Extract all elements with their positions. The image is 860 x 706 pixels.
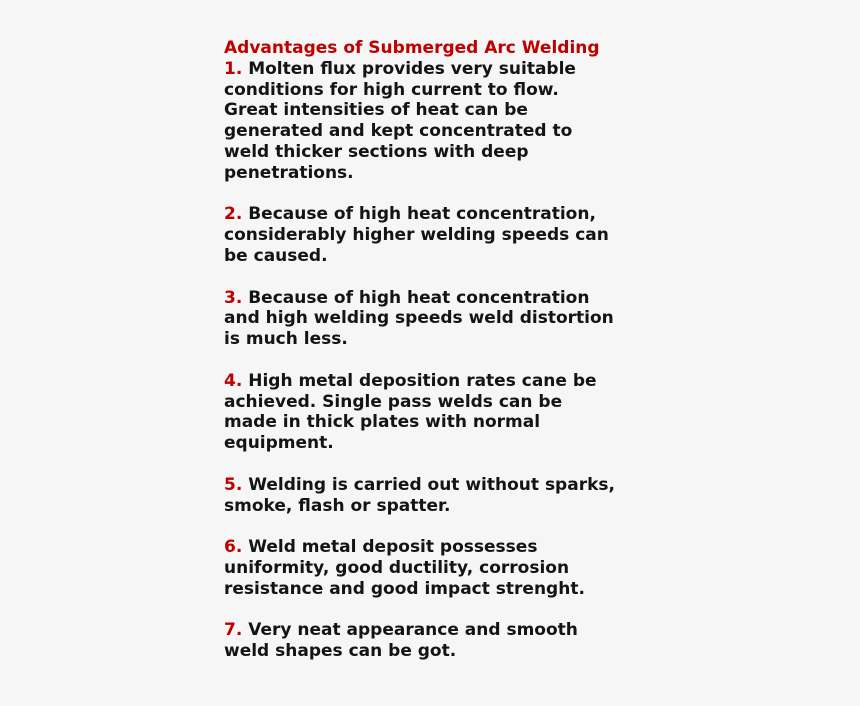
- list-item: [224, 204, 664, 266]
- list-item: [224, 288, 664, 350]
- item-text: Weld metal deposit possesses uniformity, good ductility, corrosion resistance and good impact strenght.: [224, 537, 585, 599]
- document-title: Advantages of Submerged Arc Welding: [224, 38, 600, 58]
- list-item: [224, 59, 664, 184]
- item-text: Welding is carried out without sparks, smoke, flash or spatter.: [224, 474, 615, 516]
- item-text: Very neat appearance and smooth weld shapes can be got.: [224, 620, 578, 662]
- item-number: 6.: [224, 537, 243, 558]
- item-number: 7.: [224, 620, 243, 641]
- list-item: [224, 537, 664, 599]
- list-item: [224, 371, 664, 454]
- item-text: High metal deposition rates cane be achieved. Single pass welds can be made in thick plates with normal equipment.: [224, 370, 597, 454]
- item-text: Molten flux provides very suitable conditions for high current to flow. Great intensities of heat can be generated and kept concentrated to weld thicker sections with deep penetrations.: [224, 58, 576, 183]
- item-text: Because of high heat concentration, considerably higher welding speeds can be caused.: [224, 204, 609, 266]
- list-item: [224, 475, 664, 517]
- document-body: [224, 38, 664, 662]
- list-item: [224, 620, 664, 662]
- item-text: Because of high heat concentration and high welding speeds weld distortion is much less.: [224, 287, 614, 350]
- item-number: 4.: [224, 370, 243, 391]
- item-number: 5.: [224, 474, 243, 495]
- item-number: 2.: [224, 204, 243, 225]
- item-number: 3.: [224, 287, 243, 308]
- item-number: 1.: [224, 58, 243, 79]
